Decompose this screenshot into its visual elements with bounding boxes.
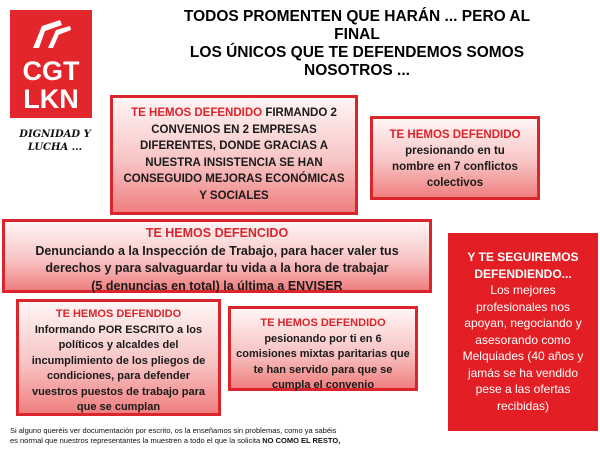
banner-text: asesorando como (475, 332, 571, 347)
box-text: comisiones mixtas paritarias que (236, 348, 410, 360)
banner-text: jamás se ha vendido (467, 365, 579, 380)
banner-text: apoyan, negociando y (464, 316, 582, 330)
hands-emblem-icon (30, 18, 72, 52)
box-text: CONSEGUIDO MEJORAS ECONÓMICAS (123, 173, 345, 185)
inspeccion-box (2, 219, 432, 293)
box-heading: TE HEMOS DEFENDIDO (55, 308, 182, 320)
logo-lkn-text: LKN (23, 84, 79, 114)
banner-text: profesionales nos (475, 299, 571, 314)
box-text: colectivos (426, 177, 484, 189)
motto (12, 128, 98, 154)
box-text: CONVENIOS EN 2 EMPRESAS (151, 123, 317, 136)
footnote-emphasis: NO COMO EL RESTO, (262, 436, 341, 445)
box-text: NUESTRA INSISTENCIA SE HAN (145, 156, 323, 169)
cgt-lkn-logo (10, 10, 92, 118)
box-text: condiciones, para defender (46, 370, 191, 382)
box-text: derechos y para salvaguardar tu vida a la hora de trabajar (45, 261, 389, 275)
box-text: Informando POR ESCRITO a los (34, 323, 203, 336)
box-text: presionando en tu (405, 145, 505, 157)
box-text: (5 denuncias en total) la última a ENVISER (91, 278, 343, 293)
banner-text: recibidas) (496, 398, 550, 413)
footnote (10, 426, 440, 446)
banner-text: Melquiades (40 años y (462, 349, 584, 363)
banner-heading: Y TE SEGUIREMOS (467, 250, 579, 264)
box-text: DIFERENTES, DONDE GRACIAS A (139, 140, 329, 152)
headline (118, 8, 596, 80)
box-text: incumplimiento de los pliegos de (31, 354, 206, 367)
banner-text: Los mejores (490, 283, 556, 297)
box-text: Y SOCIALES (199, 189, 269, 202)
box-text: políticos y alcaldes del (58, 339, 179, 351)
conflictos-box (370, 116, 540, 200)
box-heading: TE HEMOS DEFENDIDO (389, 129, 521, 141)
footnote-line: es normal que nuestros representantes la muestren a todo el que la solicita (10, 436, 263, 445)
box-text: cumpla el convenio (271, 379, 375, 391)
box-text: Denunciando a la Inspección de Trabajo, para hacer valer tus (35, 243, 399, 258)
box-text: vuestros puestos de trabajo para (32, 385, 205, 398)
box-heading: TE HEMOS DEFENDIDO (260, 317, 386, 329)
footnote-line: Si alguno queréis ver documentación por escrito, os la enseñamos sin problemas, como ya sabéis (10, 426, 337, 435)
headline-line: TODOS PROMENTEN QUE HARÁN ... PERO AL (183, 8, 531, 25)
comisiones-box (228, 306, 418, 391)
headline-line: LOS ÚNICOS QUE TE DEFENDEMOS SOMOS (189, 44, 525, 61)
headline-line: NOSOTROS ... (304, 62, 410, 79)
box-heading: TE HEMOS DEFENCIDO (145, 226, 289, 240)
seguiremos-banner (448, 233, 598, 431)
banner-text: pese a las ofertas (475, 382, 571, 396)
box-heading: TE HEMOS DEFENDIDO (131, 107, 263, 119)
convenios-box (110, 95, 358, 215)
headline-line: FINAL (334, 26, 380, 43)
box-text: FIRMANDO 2 (265, 107, 337, 119)
box-text: nombre en 7 conflictos (392, 161, 518, 173)
box-text: te han servido para que se (253, 363, 393, 376)
logo-cgt-text: CGT (22, 56, 80, 86)
banner-heading: DEFENDIENDO... (474, 266, 572, 281)
box-text: que se cumplan (76, 401, 161, 413)
informando-box (16, 299, 221, 416)
box-text: pesionando por ti en 6 (264, 332, 382, 345)
motto-line: LUCHA ... (27, 142, 83, 153)
motto-line: DIGNIDAD Y (19, 129, 91, 140)
